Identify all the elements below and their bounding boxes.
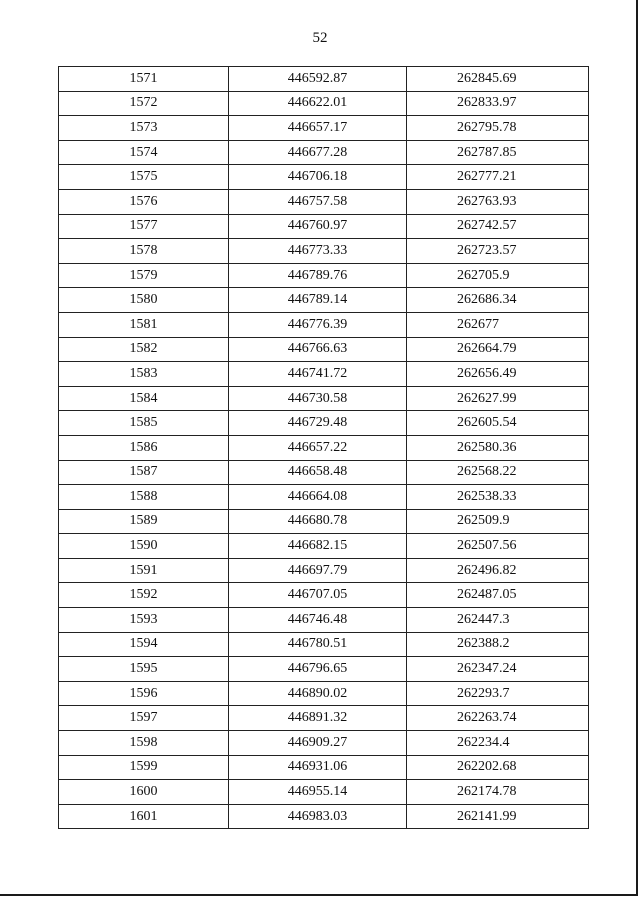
x-coordinate-cell: 446776.39 [229, 312, 407, 337]
x-coordinate-cell: 446746.48 [229, 608, 407, 633]
point-number-cell: 1589 [59, 509, 229, 534]
y-coordinate-cell: 262507.56 [407, 534, 589, 559]
point-number-cell: 1592 [59, 583, 229, 608]
table-row [59, 509, 589, 534]
x-coordinate-cell: 446983.03 [229, 804, 407, 829]
point-number-cell: 1578 [59, 239, 229, 264]
y-coordinate-cell: 262742.57 [407, 214, 589, 239]
table-row [59, 681, 589, 706]
y-coordinate-cell: 262568.22 [407, 460, 589, 485]
point-number-cell: 1585 [59, 411, 229, 436]
coordinates-table-body [59, 67, 589, 829]
point-number-cell: 1582 [59, 337, 229, 362]
point-number-cell: 1577 [59, 214, 229, 239]
point-number-cell: 1601 [59, 804, 229, 829]
y-coordinate-cell: 262777.21 [407, 165, 589, 190]
point-number-cell: 1588 [59, 485, 229, 510]
point-number-cell: 1587 [59, 460, 229, 485]
table-row [59, 312, 589, 337]
point-number-cell: 1576 [59, 189, 229, 214]
point-number-cell: 1593 [59, 608, 229, 633]
table-row [59, 411, 589, 436]
point-number-cell: 1572 [59, 91, 229, 116]
y-coordinate-cell: 262509.9 [407, 509, 589, 534]
point-number-cell: 1575 [59, 165, 229, 190]
table-row [59, 116, 589, 141]
table-row [59, 485, 589, 510]
table-row [59, 362, 589, 387]
table-row [59, 534, 589, 559]
x-coordinate-cell: 446729.48 [229, 411, 407, 436]
table-row [59, 731, 589, 756]
table-row [59, 239, 589, 264]
y-coordinate-cell: 262763.93 [407, 189, 589, 214]
point-number-cell: 1597 [59, 706, 229, 731]
y-coordinate-cell: 262447.3 [407, 608, 589, 633]
point-number-cell: 1590 [59, 534, 229, 559]
x-coordinate-cell: 446766.63 [229, 337, 407, 362]
table-row [59, 91, 589, 116]
x-coordinate-cell: 446658.48 [229, 460, 407, 485]
y-coordinate-cell: 262202.68 [407, 755, 589, 780]
x-coordinate-cell: 446622.01 [229, 91, 407, 116]
y-coordinate-cell: 262795.78 [407, 116, 589, 141]
table-row [59, 189, 589, 214]
point-number-cell: 1579 [59, 263, 229, 288]
x-coordinate-cell: 446757.58 [229, 189, 407, 214]
y-coordinate-cell: 262388.2 [407, 632, 589, 657]
table-row [59, 632, 589, 657]
x-coordinate-cell: 446730.58 [229, 386, 407, 411]
point-number-cell: 1600 [59, 780, 229, 805]
y-coordinate-cell: 262293.7 [407, 681, 589, 706]
y-coordinate-cell: 262686.34 [407, 288, 589, 313]
x-coordinate-cell: 446657.17 [229, 116, 407, 141]
coordinates-table [58, 66, 589, 829]
y-coordinate-cell: 262845.69 [407, 67, 589, 92]
y-coordinate-cell: 262723.57 [407, 239, 589, 264]
x-coordinate-cell: 446680.78 [229, 509, 407, 534]
point-number-cell: 1574 [59, 140, 229, 165]
table-row [59, 214, 589, 239]
y-coordinate-cell: 262656.49 [407, 362, 589, 387]
x-coordinate-cell: 446773.33 [229, 239, 407, 264]
table-row [59, 140, 589, 165]
x-coordinate-cell: 446931.06 [229, 755, 407, 780]
table-row [59, 288, 589, 313]
x-coordinate-cell: 446707.05 [229, 583, 407, 608]
y-coordinate-cell: 262141.99 [407, 804, 589, 829]
table-row [59, 657, 589, 682]
point-number-cell: 1580 [59, 288, 229, 313]
x-coordinate-cell: 446697.79 [229, 558, 407, 583]
point-number-cell: 1571 [59, 67, 229, 92]
point-number-cell: 1594 [59, 632, 229, 657]
x-coordinate-cell: 446760.97 [229, 214, 407, 239]
table-row [59, 558, 589, 583]
y-coordinate-cell: 262580.36 [407, 435, 589, 460]
y-coordinate-cell: 262496.82 [407, 558, 589, 583]
y-coordinate-cell: 262347.24 [407, 657, 589, 682]
table-row [59, 780, 589, 805]
point-number-cell: 1591 [59, 558, 229, 583]
y-coordinate-cell: 262705.9 [407, 263, 589, 288]
table-row [59, 337, 589, 362]
table-row [59, 804, 589, 829]
x-coordinate-cell: 446682.15 [229, 534, 407, 559]
x-coordinate-cell: 446789.76 [229, 263, 407, 288]
table-row [59, 755, 589, 780]
table-row [59, 67, 589, 92]
x-coordinate-cell: 446657.22 [229, 435, 407, 460]
table-row [59, 435, 589, 460]
table-row [59, 386, 589, 411]
y-coordinate-cell: 262174.78 [407, 780, 589, 805]
table-row [59, 263, 589, 288]
point-number-cell: 1598 [59, 731, 229, 756]
x-coordinate-cell: 446909.27 [229, 731, 407, 756]
x-coordinate-cell: 446789.14 [229, 288, 407, 313]
point-number-cell: 1596 [59, 681, 229, 706]
x-coordinate-cell: 446890.02 [229, 681, 407, 706]
y-coordinate-cell: 262627.99 [407, 386, 589, 411]
y-coordinate-cell: 262605.54 [407, 411, 589, 436]
y-coordinate-cell: 262487.05 [407, 583, 589, 608]
table-row [59, 165, 589, 190]
point-number-cell: 1599 [59, 755, 229, 780]
x-coordinate-cell: 446796.65 [229, 657, 407, 682]
point-number-cell: 1573 [59, 116, 229, 141]
table-row [59, 608, 589, 633]
y-coordinate-cell: 262234.4 [407, 731, 589, 756]
point-number-cell: 1595 [59, 657, 229, 682]
y-coordinate-cell: 262263.74 [407, 706, 589, 731]
y-coordinate-cell: 262787.85 [407, 140, 589, 165]
point-number-cell: 1584 [59, 386, 229, 411]
y-coordinate-cell: 262833.97 [407, 91, 589, 116]
x-coordinate-cell: 446677.28 [229, 140, 407, 165]
x-coordinate-cell: 446741.72 [229, 362, 407, 387]
x-coordinate-cell: 446780.51 [229, 632, 407, 657]
point-number-cell: 1581 [59, 312, 229, 337]
table-row [59, 706, 589, 731]
x-coordinate-cell: 446592.87 [229, 67, 407, 92]
y-coordinate-cell: 262538.33 [407, 485, 589, 510]
point-number-cell: 1583 [59, 362, 229, 387]
page-number: 52 [312, 30, 328, 46]
x-coordinate-cell: 446891.32 [229, 706, 407, 731]
y-coordinate-cell: 262664.79 [407, 337, 589, 362]
x-coordinate-cell: 446955.14 [229, 780, 407, 805]
table-row [59, 583, 589, 608]
table-row [59, 460, 589, 485]
x-coordinate-cell: 446706.18 [229, 165, 407, 190]
x-coordinate-cell: 446664.08 [229, 485, 407, 510]
y-coordinate-cell: 262677 [407, 312, 589, 337]
point-number-cell: 1586 [59, 435, 229, 460]
